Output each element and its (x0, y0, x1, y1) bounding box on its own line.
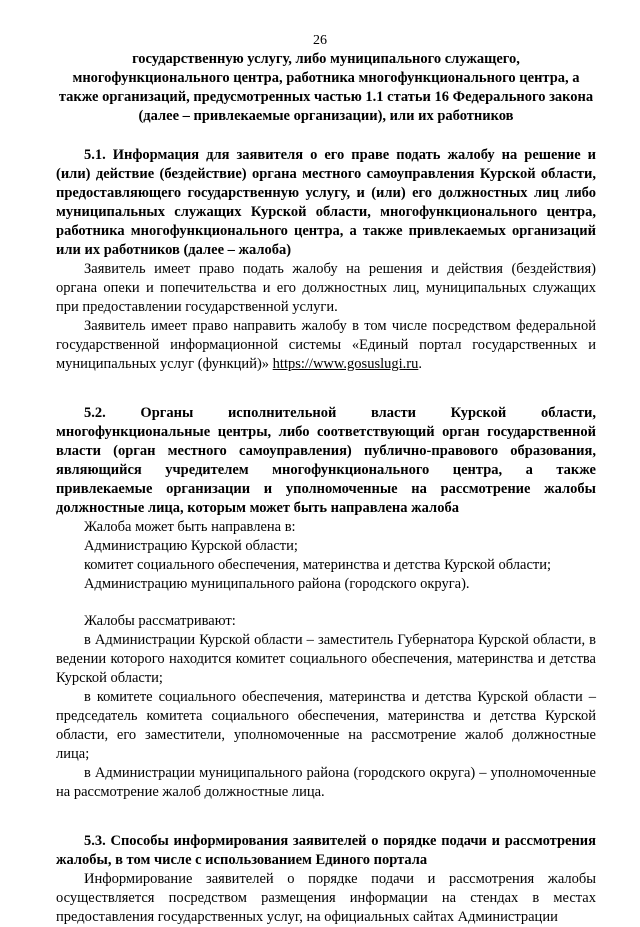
review-intro: Жалобы рассматривают: (84, 613, 236, 629)
section-intro-heading: государственную услугу, либо муниципального служащего, многофункционального центра, работника многофункционального центра, а также организаций, предусмотренных частью 1.1 статьи 16 Федерального закона (далее – привлекаемые организации), или их работников (58, 51, 594, 124)
section-5-1-paragraph-1: Заявитель имеет право подать жалобу на решения и действия (бездействия) органа опеки и попечительства и его должностных лиц, муниципальных служащих при предоставлении государственной услуги. (56, 261, 596, 315)
document-body (56, 50, 596, 927)
section-5-3-heading: 5.3. Способы информирования заявителей о порядке подачи и рассмотрения жалобы, в том числе с использованием Единого портала (56, 833, 596, 868)
gosuslugi-link[interactable]: https://www.gosuslugi.ru (272, 356, 419, 372)
section-5-1-paragraph-2 (56, 317, 596, 374)
send-item: комитет социального обеспечения, материнства и детства Курской области; (84, 557, 552, 573)
section-5-3-paragraph-1: Информирование заявителей о порядке подачи и рассмотрения жалобы осуществляется посредством размещения информации на стендах в местах предоставления государственных услуг, на официальных сайтах Администрации (56, 871, 596, 925)
send-item: Администрацию Курской области; (84, 538, 298, 554)
send-item: Администрацию муниципального района (городского округа). (84, 576, 470, 592)
review-item: в Администрации муниципального района (городского округа) – уполномоченные на рассмотрение жалоб должностные лица. (56, 765, 596, 800)
send-intro: Жалоба может быть направлена в: (84, 519, 296, 535)
section-5-2-heading: 5.2. Органы исполнительной власти Курской области, многофункциональные центры, либо соответствующий орган государственной власти (орган местного самоуправления) публично-правового образования, являющийся учредителем многофункционального центра, а также привлекаемые организации и уполномоченные на рассмотрение жалобы должностные лица, которым может быть направлена жалоба (56, 405, 596, 516)
page-number: 26 (313, 33, 327, 48)
paragraph-2-end: . (418, 356, 422, 372)
review-item: в комитете социального обеспечения, материнства и детства Курской области – председатель комитета социального обеспечения, материнства и детства Курской области, его заместители, уполномоченные на рассмотрение жалоб должностные лица; (56, 689, 596, 762)
section-5-1-heading: 5.1. Информация для заявителя о его праве подать жалобу на решение и (или) действие (бездействие) органа местного самоуправления Курской области, предоставляющего государственную услугу, и (или) его должностных лиц либо муниципальных служащих Курской области, многофункционального центра, работника многофункционального центра, а также привлекаемых организаций или их работников (далее – жалоба) (56, 147, 596, 258)
review-item: в Администрации Курской области – заместитель Губернатора Курской области, в ведении которого находится комитет социального обеспечения, материнства и детства Курской области; (56, 632, 596, 686)
paragraph-2-text: Заявитель имеет право направить жалобу в том числе посредством федеральной государственной информационной системы «Единый портал государственных и муниципальных услуг (функций)» (56, 318, 596, 372)
